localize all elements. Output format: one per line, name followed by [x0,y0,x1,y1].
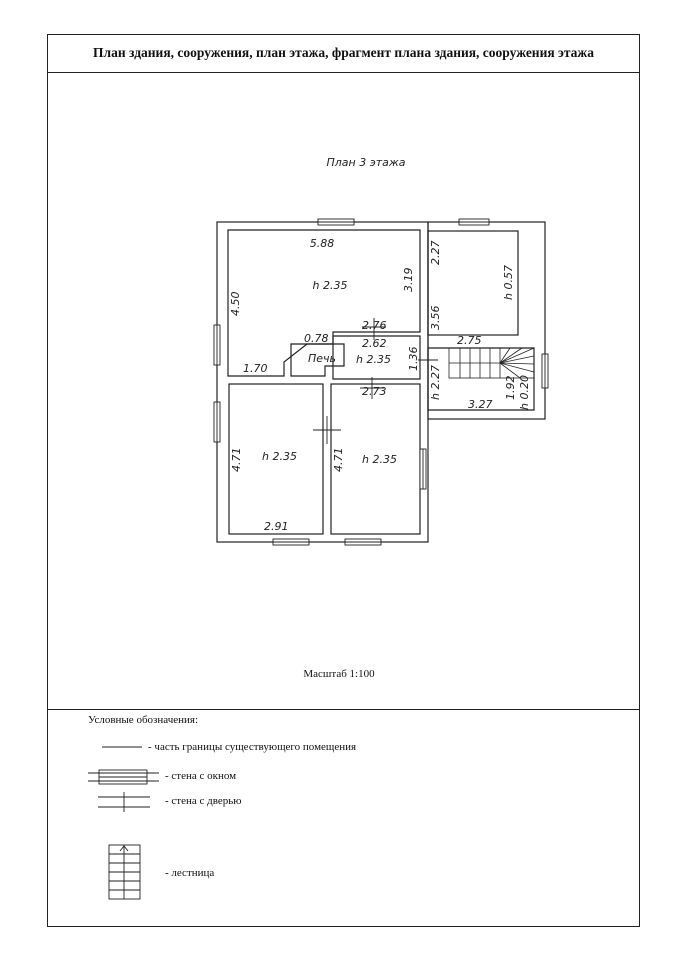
dim-height-top: h 2.35 [312,279,348,292]
dim-2-27-annex: 2.27 [429,240,442,265]
legend-label-boundary: - часть границы существующего помещения [148,741,357,753]
sheet-title: План здания, сооружения, план этажа, фрагмент плана здания, сооружения этажа [47,34,640,73]
dim-3-56: 3.56 [429,305,442,330]
dim-1-70: 1.70 [243,362,268,375]
dim-height-stair-hall: h 2.27 [429,365,442,400]
scale-label: Масштаб 1:100 [303,668,375,680]
legend-label-stair: - лестница [165,867,215,879]
dim-3-27: 3.27 [468,398,493,411]
dim-3-19: 3.19 [402,267,415,292]
legend-label-window: - стена с окном [165,770,237,782]
dim-height-corridor: h 2.35 [356,353,391,366]
dim-5-88: 5.88 [309,237,335,250]
legend-window-symbol [88,770,159,784]
dim-4-71-left: 4.71 [230,447,243,472]
windows [214,219,548,545]
plan-title: План 3 этажа [326,156,406,169]
dim-1-92: 1.92 [504,375,517,400]
dim-height-bottom-left: h 2.35 [262,450,297,463]
dim-4-50: 4.50 [229,291,242,316]
legend-door-symbol [98,792,150,812]
stove-label: Печь [308,352,337,365]
dim-2-62: 2.62 [362,337,387,350]
dim-0-78: 0.78 [304,332,329,345]
legend-title: Условные обозначения: [88,714,199,726]
dim-2-91: 2.91 [264,520,289,533]
dim-height-bottom-right: h 2.35 [362,453,397,466]
legend-divider [47,709,640,710]
dim-2-73: 2.73 [362,385,387,398]
dim-2-76: 2.76 [362,319,387,332]
staircase [449,348,534,378]
dim-4-71-right: 4.71 [332,447,345,472]
dim-height-stair: h 0.20 [518,375,531,410]
dim-2-75: 2.75 [457,334,482,347]
legend-label-door: - стена с дверью [165,795,242,807]
dim-height-annex: h 0.57 [502,265,515,300]
legend-symbols [88,747,159,899]
dim-1-36: 1.36 [407,346,420,371]
legend-stair-symbol [109,845,140,899]
